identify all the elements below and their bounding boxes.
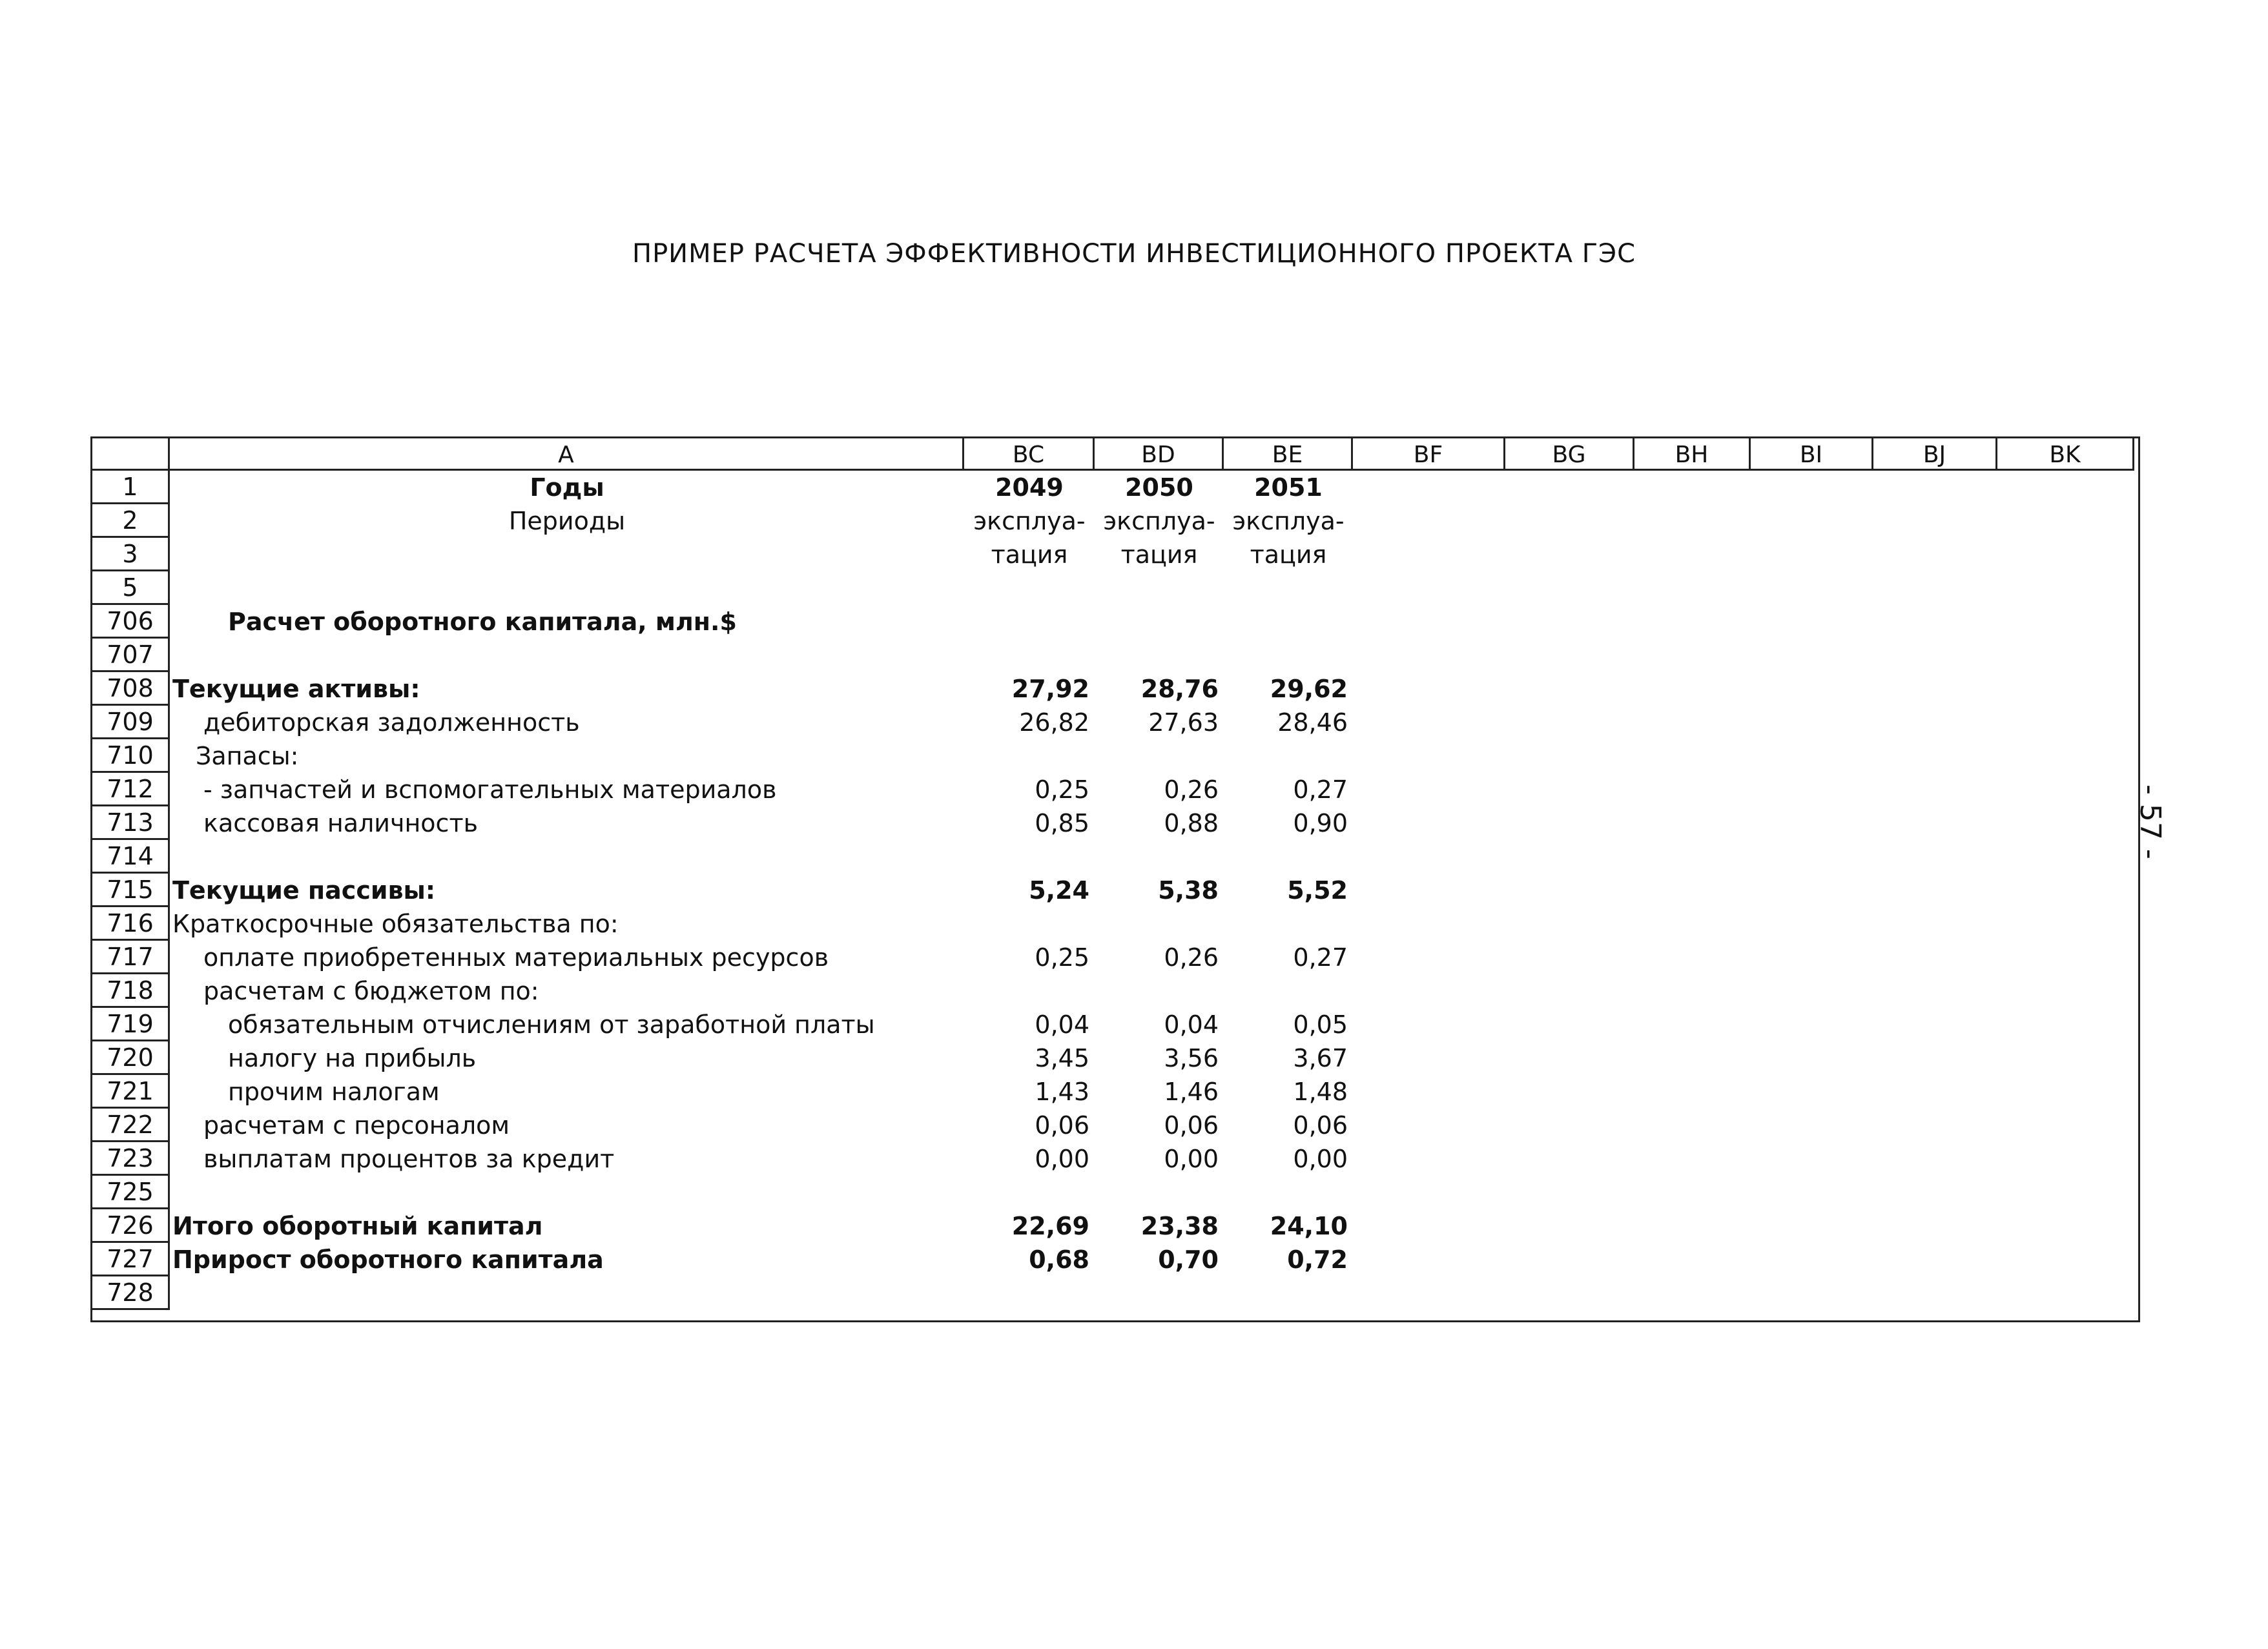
value-cell-bc: 0,68 xyxy=(1029,1245,1089,1274)
value-cell-be: 28,46 xyxy=(1277,708,1348,737)
value-cell-be: 0,27 xyxy=(1293,943,1348,972)
value-cell-be xyxy=(1224,1176,1348,1209)
value-cell-bc: 0,25 xyxy=(1035,943,1089,972)
value-cell-bd: 0,06 xyxy=(1164,1111,1219,1140)
row-header-716[interactable]: 716 xyxy=(92,907,170,941)
value-cell-be: 1,48 xyxy=(1293,1078,1348,1106)
value-cell-bd xyxy=(1095,571,1219,605)
row-label: кассовая наличность xyxy=(203,809,478,837)
row-header-719[interactable]: 719 xyxy=(92,1008,170,1041)
value-cell-be: эксплуа- xyxy=(1232,507,1345,535)
row-header-709[interactable]: 709 xyxy=(92,706,170,739)
row-label: выплатам процентов за кредит xyxy=(203,1145,615,1173)
value-cell-bc: 2049 xyxy=(995,473,1064,502)
corner-cell xyxy=(92,438,170,471)
value-cell-bd xyxy=(1095,739,1219,773)
value-cell-bd xyxy=(1095,1176,1219,1209)
value-cell-be: 29,62 xyxy=(1270,675,1348,703)
value-cell-bd: 1,46 xyxy=(1164,1078,1219,1106)
value-cell-bc: 5,24 xyxy=(1029,876,1089,905)
value-cell-be: 0,00 xyxy=(1293,1145,1348,1173)
value-cell-bc: 27,92 xyxy=(1011,675,1089,703)
row-header-5[interactable]: 5 xyxy=(92,571,170,605)
row-header-710[interactable]: 710 xyxy=(92,739,170,773)
value-cell-bc xyxy=(964,605,1089,639)
row-label: оплате приобретенных материальных ресурсов xyxy=(203,943,829,972)
value-cell-be xyxy=(1224,739,1348,773)
value-cell-bd: 23,38 xyxy=(1140,1212,1219,1240)
column-header-bk[interactable]: BK xyxy=(1997,438,2134,471)
row-header-723[interactable]: 723 xyxy=(92,1142,170,1176)
row-header-713[interactable]: 713 xyxy=(92,806,170,840)
value-cell-bc xyxy=(964,639,1089,672)
row-header-727[interactable]: 727 xyxy=(92,1243,170,1276)
value-cell-bd: тация xyxy=(1120,540,1198,569)
value-cell-be xyxy=(1224,605,1348,639)
row-header-712[interactable]: 712 xyxy=(92,773,170,806)
row-header-2[interactable]: 2 xyxy=(92,504,170,538)
row-label: налогу на прибыль xyxy=(228,1044,477,1072)
row-label: Итого оборотный капитал xyxy=(172,1212,543,1240)
value-cell-bc xyxy=(964,974,1089,1008)
value-cell-bc: 0,85 xyxy=(1035,809,1089,837)
value-cell-be: 3,67 xyxy=(1293,1044,1348,1072)
value-cell-bd: 5,38 xyxy=(1158,876,1219,905)
row-header-1[interactable]: 1 xyxy=(92,471,170,504)
value-cell-be: 0,90 xyxy=(1293,809,1348,837)
value-cell-bc: 0,25 xyxy=(1035,775,1089,804)
row-header-720[interactable]: 720 xyxy=(92,1041,170,1075)
value-cell-bc: 0,06 xyxy=(1035,1111,1089,1140)
value-cell-bc: 26,82 xyxy=(1019,708,1089,737)
value-cell-bd xyxy=(1095,974,1219,1008)
value-cell-be: 0,72 xyxy=(1287,1245,1348,1274)
value-cell-be: 0,05 xyxy=(1293,1010,1348,1039)
value-cell-be xyxy=(1224,907,1348,941)
value-cell-be: 5,52 xyxy=(1287,876,1348,905)
value-cell-bd: 0,04 xyxy=(1164,1010,1219,1039)
row-header-708[interactable]: 708 xyxy=(92,672,170,706)
value-cell-be: 24,10 xyxy=(1270,1212,1348,1240)
column-header-bj[interactable]: BJ xyxy=(1873,438,1997,471)
value-cell-bc xyxy=(964,571,1089,605)
column-header-bi[interactable]: BI xyxy=(1751,438,1873,471)
row-label: прочим налогам xyxy=(228,1078,440,1106)
value-cell-bd xyxy=(1095,1276,1219,1310)
row-header-707[interactable]: 707 xyxy=(92,639,170,672)
row-label: расчетам с персоналом xyxy=(203,1111,510,1140)
row-label: Расчет оборотного капитала, млн.$ xyxy=(228,608,737,636)
row-header-3[interactable]: 3 xyxy=(92,538,170,571)
row-header-714[interactable]: 714 xyxy=(92,840,170,874)
row-label: Периоды xyxy=(508,507,626,535)
value-cell-bc: 1,43 xyxy=(1035,1078,1089,1106)
value-cell-bc xyxy=(964,1276,1089,1310)
column-header-be[interactable]: BE xyxy=(1224,438,1353,471)
value-cell-bd xyxy=(1095,840,1219,874)
value-cell-be: 0,27 xyxy=(1293,775,1348,804)
row-header-715[interactable]: 715 xyxy=(92,874,170,907)
value-cell-be xyxy=(1224,1276,1348,1310)
value-cell-be xyxy=(1224,571,1348,605)
value-cell-be: 0,06 xyxy=(1293,1111,1348,1140)
value-cell-be xyxy=(1224,639,1348,672)
value-cell-bd: 28,76 xyxy=(1140,675,1219,703)
value-cell-bd: эксплуа- xyxy=(1103,507,1215,535)
row-label: Прирост оборотного капитала xyxy=(172,1245,604,1274)
row-header-722[interactable]: 722 xyxy=(92,1109,170,1142)
value-cell-bc xyxy=(964,1176,1089,1209)
value-cell-bc: эксплуа- xyxy=(973,507,1086,535)
row-label: Текущие активы: xyxy=(172,675,420,703)
row-header-725[interactable]: 725 xyxy=(92,1176,170,1209)
value-cell-bc: тация xyxy=(991,540,1068,569)
value-cell-bc xyxy=(964,739,1089,773)
value-cell-bd: 0,00 xyxy=(1164,1145,1219,1173)
value-cell-be: 2051 xyxy=(1254,473,1323,502)
value-cell-bc: 0,00 xyxy=(1035,1145,1089,1173)
row-header-718[interactable]: 718 xyxy=(92,974,170,1008)
row-header-721[interactable]: 721 xyxy=(92,1075,170,1109)
row-label: Текущие пассивы: xyxy=(172,876,436,905)
value-cell-bd: 3,56 xyxy=(1164,1044,1219,1072)
row-label: Годы xyxy=(530,473,604,502)
value-cell-bc: 22,69 xyxy=(1011,1212,1089,1240)
column-header-bh[interactable]: BH xyxy=(1634,438,1751,471)
page-number: - 57 - xyxy=(2134,784,2167,859)
row-header-717[interactable]: 717 xyxy=(92,941,170,974)
column-header-bd[interactable]: BD xyxy=(1095,438,1224,471)
value-cell-be xyxy=(1224,840,1348,874)
row-label: расчетам с бюджетом по: xyxy=(203,977,539,1005)
value-cell-bc: 3,45 xyxy=(1035,1044,1089,1072)
column-header-bc[interactable]: BC xyxy=(964,438,1095,471)
value-cell-bd: 0,26 xyxy=(1164,943,1219,972)
value-cell-bd xyxy=(1095,639,1219,672)
column-header-bg[interactable]: BG xyxy=(1505,438,1634,471)
value-cell-bc xyxy=(964,907,1089,941)
value-cell-bd xyxy=(1095,907,1219,941)
value-cell-bd: 0,26 xyxy=(1164,775,1219,804)
row-label: Запасы: xyxy=(196,742,299,770)
value-cell-bc xyxy=(964,840,1089,874)
column-header-a[interactable]: A xyxy=(170,438,964,471)
row-label: Краткосрочные обязательства по: xyxy=(172,910,619,938)
column-header-bf[interactable]: BF xyxy=(1353,438,1505,471)
row-label: дебиторская задолженность xyxy=(203,708,580,737)
value-cell-be xyxy=(1224,974,1348,1008)
value-cell-bc: 0,04 xyxy=(1035,1010,1089,1039)
row-header-728[interactable]: 728 xyxy=(92,1276,170,1310)
value-cell-bd: 0,70 xyxy=(1158,1245,1219,1274)
value-cell-bd: 2050 xyxy=(1125,473,1193,502)
document-title: ПРИМЕР РАСЧЕТА ЭФФЕКТИВНОСТИ ИНВЕСТИЦИОННОГО ПРОЕКТА ГЭС xyxy=(632,239,1636,269)
value-cell-be: тация xyxy=(1250,540,1327,569)
row-label: обязательным отчислениям от заработной платы xyxy=(228,1010,875,1039)
row-header-726[interactable]: 726 xyxy=(92,1209,170,1243)
row-label: - запчастей и вспомогательных материалов xyxy=(203,775,777,804)
value-cell-bd xyxy=(1095,605,1219,639)
spreadsheet xyxy=(90,436,2140,1322)
value-cell-bd: 27,63 xyxy=(1148,708,1219,737)
row-header-706[interactable]: 706 xyxy=(92,605,170,639)
value-cell-bd: 0,88 xyxy=(1164,809,1219,837)
